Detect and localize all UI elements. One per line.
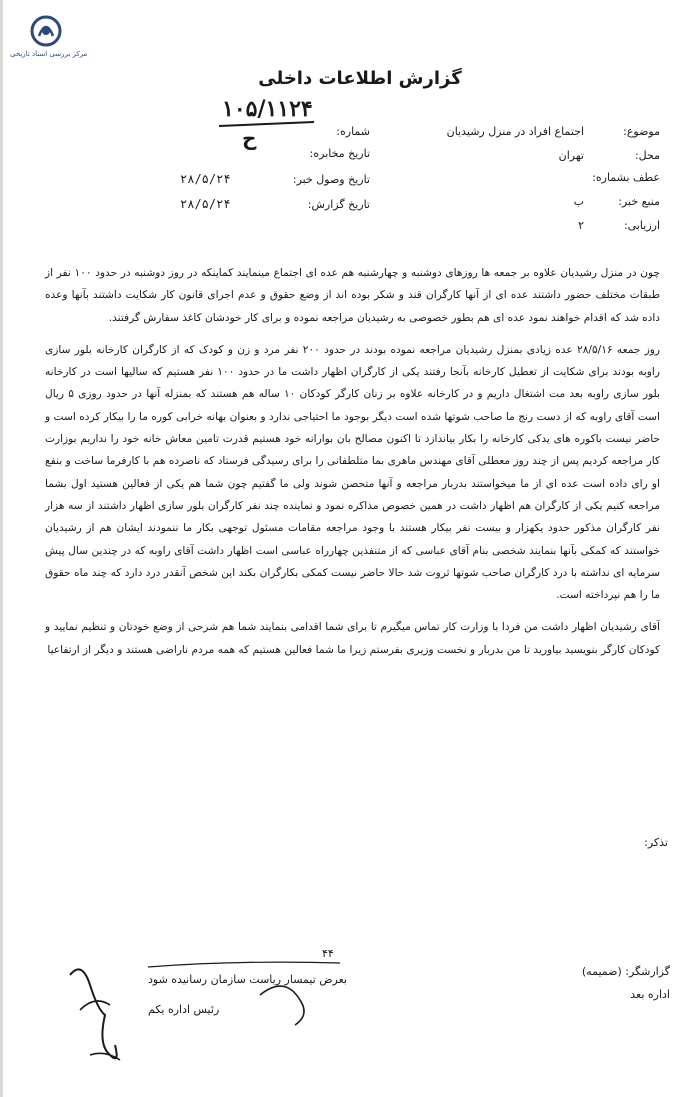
report-paragraph: روز جمعه ۲۸/۵/۱۶ عده زیادی بمنزل رشیدیان مراجعه نموده بودند در حدود ۲۰۰ نفر مرد و زن و کودک که از کارگران کارخانه بلور سازی راوبه بودند برای شکایت از تعطیل کارخانه بآنجا رفتند یکی از کارگران اظهار داشت ما در حدود ۱۰۰ نفر هستیم که سالیها است در کارخانه بلور سازی راوبه بعد مت اشتغال داریم و در کارخانه علاوه بر زنان کارگر کودکان ۱۰ ساله هم هستند که بمنزله آنها در حدود روزی ۵ ریال است آقای راوبه که از دست رنج ما صاحب شوتها شده است دیگر بوجود ما احتیاجی ندارد و بعنوان بهانه خرابی کوره ما را بیکار کرده است و حاضر نیست باکوره های یدکی کارخانه را بکار بیاندازد تا اکنون مصالح بان بوارانه خود هستیم قدرت تامین معاش خانه خود را نداریم بوزارت کار مراجعه کردیم پس از چند روز معطلی آقای مهندس ماهری بما متلطفانی را برای رسیدگی فرستاد که ناصرده هم با کارفرما ساخت و بنفع او رای داده است عده ای از ما میخواستند بدربار مراجعه و آنها متحصن شوند ولی ما گفتیم چون شما هم یکی از فعالین هستید اول بشما مراجعه کنیم یکی از کارگران هم اظهار داشت در همین خصوص مذاکره نمود و نماینده چند نفر کارگران بلور سازی اظهار داشتند از سه هزار نفر کارگران مذکور حدود یکهزار و بیست نفر بیکار هستند با وجود مراجعه مقامات مسئول توجهی بکار ما ننمودند ایشان هم از رشیدیان خواستند که کمکی بآنها بنمایند شخصی بنام آقای عباسی که از متنفذین چهارراه عباسی است اظهار داشت آقای راوبه که در چندین سال پیش سرمایه ای نداشته با درد کارگران صاحب شوتها ثروت شد حالا حاضر نیست کمکی بکارگران بکند این شخص آنقدر درد دارد که چند ماه حقوق ما را هم نپرداخته است. [45,343,661,602]
meta-report-date-row [180,197,370,211]
archive-emblem-icon [29,14,63,48]
meta-label: تاریخ مخابره: [309,147,370,160]
note-label: تذکر: [644,836,668,849]
meta-label: ارزیابی: [623,219,660,232]
handwritten-annotation [60,955,360,1075]
annotation-line: بعرض تیمسار ریاست سازمان رسانیده شود [148,973,347,986]
document-number-sub: ح [242,126,257,150]
meta-label: عطف بشماره: [592,171,660,184]
archive-logo [10,14,88,58]
meta-label: شماره: [336,125,370,138]
meta-receipt-date-row [180,172,370,186]
reporter-label: گزارشگر: (ضمیمه) [581,965,670,978]
page-mark: ۴۴ [322,947,334,960]
meta-assessment-row [578,219,660,232]
meta-label: تاریخ وصول خبر: [292,173,370,186]
office-row [520,988,670,1001]
reporter-row [520,965,670,978]
document-number-main: ۱۰۵/۱۱۲۴ [222,96,313,122]
meta-value: ۲ [578,219,584,232]
meta-label: محل: [634,149,660,162]
report-paragraph: چون در منزل رشیدیان علاوه بر جمعه ها روزهای دوشنبه و چهارشنبه هم عده ای اجتماع مینمایند کماینکه در روز دوشنبه در حدود ۱۰۰ نفر از طبقات مختلف حضور داشتند عده ای از آنها کارگران قند و شکر بوده اند از وضع حقوق و عدم اجرای قانون کار شکایت داشتند بآنها وعده داده شد که اقدام خواهند نمود عده ای هم بطور خصوصی به رشیدیان مراجعه نموده و برای کار خودشان کاغذ سفارش گرفتند. [45,267,660,324]
meta-value: اجتماع افراد در منزل رشیدیان [446,125,584,138]
office-label: اداره بعد [630,988,670,1001]
meta-subject-row [447,125,660,138]
meta-number-row [180,125,370,138]
report-paragraph: آقای رشیدیان اظهار داشت من فردا با وزارت کار تماس میگیرم تا برای شما اقدامی بنمایند شما هم شرحی از وضع خودتان و تنظیم نمایید و کودکان کارگر بنویسید بیاورید تا من بدربار و نخست وزیری بفرستم زیرا ما شما فعالین هستیم که همه مردم ناراضی هستند و دیگر از ارتفاعیا [45,621,660,656]
archive-logo-caption: مرکز بررسی اسناد تاریخی [10,50,88,58]
meta-transmission-date-row [180,147,370,160]
meta-reference-row [584,171,660,184]
meta-label: منبع خبر: [618,195,660,208]
meta-value: ۲۸/۵/۲۴ [180,197,231,211]
report-body [45,262,660,671]
meta-location-row [559,149,660,162]
meta-label: تاریخ گزارش: [307,198,370,211]
document-title: گزارش اطلاعات داخلی [258,68,462,89]
page-edge [0,0,3,1097]
meta-source-row [574,195,660,208]
annotation-line: رئیس اداره یکم [148,1003,220,1016]
meta-value: ب [573,195,584,208]
meta-value: تهران [558,149,584,162]
meta-value: ۲۸/۵/۲۴ [180,172,231,186]
reporter-block [520,965,670,1011]
meta-label: موضوع: [623,125,660,138]
